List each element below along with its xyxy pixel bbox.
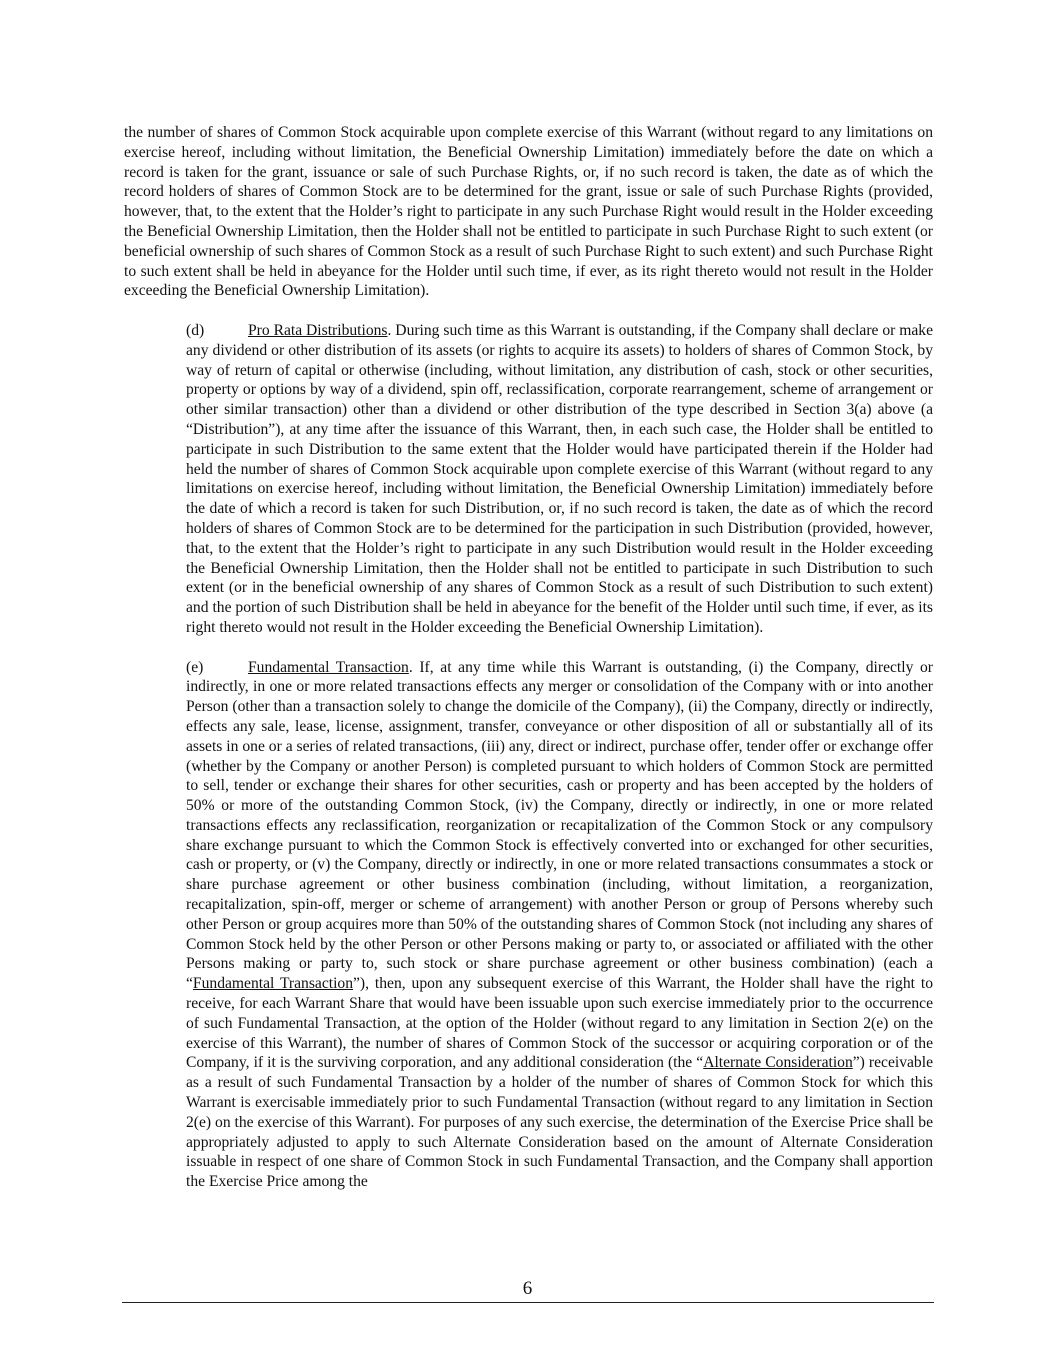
defined-term-alternate-consideration: Alternate Consideration: [703, 1054, 853, 1072]
defined-term-fundamental-transaction: Fundamental Transaction: [192, 975, 354, 993]
section-e-label: (e): [186, 658, 204, 676]
document-page: [124, 123, 933, 1192]
section-d-heading: Pro Rata Distributions: [248, 321, 388, 339]
section-e-heading: Fundamental Transaction: [248, 658, 409, 676]
footer-divider: [122, 1302, 934, 1303]
section-e-fundamental-transaction: [124, 658, 933, 1193]
section-d-text: . During such time as this Warrant is outstanding, if the Company shall declare or make any dividend or other distribution of its assets (or rights to acquire its assets) to holders of shares of Common Stock, by way of return of capital or otherwise (including, without limitation, any distribution of cash, stock or other securities, property or options by way of a dividend, spin off, reclassification, corporate rearrangement, scheme of arrangement or other similar transaction) other than a dividend or other distribution of the type described in Section 3(a) above (a “Distribution”), at any time after the issuance of this Warrant, then, in each such case, the Holder shall be entitled to participate in such Distribution to the same extent that the Holder would have participated therein if the Holder had held the number of shares of Common Stock acquirable upon complete exercise of this Warrant (without regard to any limitations on exercise hereof, including without limitation, the Beneficial Ownership Limitation) immediately before the date of which a record is taken for such Distribution, or, if no such record is taken, the date as of which the record holders of shares of Common Stock are to be determined for the participation in such Distribution (provided, however, that, to the extent that the Holder’s right to participate in any such Distribution would result in the Holder exceeding the Beneficial Ownership Limitation, then the Holder shall not be entitled to participate in such Distribution to such extent (or in the beneficial ownership of any shares of Common Stock as a result of such Distribution to such extent) and the portion of such Distribution shall be held in abeyance for the benefit of the Holder until such time, if ever, as its right thereto would not result in the Holder exceeding the Beneficial Ownership Limitation).: [186, 321, 933, 636]
paragraph-c-continued: the number of shares of Common Stock acquirable upon complete exercise of this Warrant (without regard to any limitations on exercise hereof, including without limitation, the Beneficial Ownership Limitation) immediately before the date on which a record is taken for the grant, issuance or sale of such Purchase Rights, or, if no such record is taken, the date as of which the record holders of shares of Common Stock are to be determined for the grant, issue or sale of such Purchase Rights (provided, however, that, to the extent that the Holder’s right to participate in any such Purchase Right would result in the Holder exceeding the Beneficial Ownership Limitation, then the Holder shall not be entitled to participate in such Purchase Right to such extent (or beneficial ownership of such shares of Common Stock as a result of such Purchase Right to such extent) and such Purchase Right to such extent shall be held in abeyance for the Holder until such time, if ever, as its right thereto would not result in the Holder exceeding the Beneficial Ownership Limitation).: [124, 124, 933, 300]
section-e-text-part3: ”) receivable as a result of such Fundamental Transaction by a holder of the number of shares of Common Stock for which this Warrant is exercisable immediately prior to such Fundamental Transaction (without regard to any limitation in Section 2(e) on the exercise of this Warrant). For purposes of any such exercise, the determination of the Exercise Price shall be appropriately adjusted to apply to such Alternate Consideration based on the amount of Alternate Consideration issuable in respect of one share of Common Stock in such Fundamental Transaction, and the Company shall apportion the Exercise Price among the: [186, 1054, 933, 1191]
section-e-text-part2: ”), then, upon any subsequent exercise of this Warrant, the Holder shall have the right to receive, for each Warrant Share that would have been issuable upon such exercise immediately prior to the occurrence of such Fundamental Transaction, at the option of the Holder (without regard to any limitation in Section 2(e) on the exercise of this Warrant), the number of shares of Common Stock of the successor or acquiring corporation or of the Company, if it is the surviving corporation, and any additional consideration (the “: [186, 975, 933, 1072]
section-d-label: (d): [186, 321, 205, 339]
section-e-text-part1: . If, at any time while this Warrant is outstanding, (i) the Company, directly or indirectly, in one or more related transactions effects any merger or consolidation of the Company with or into another Person (other than a transaction solely to change the domicile of the Company), (ii) the Company, directly or indirectly, effects any sale, lease, license, assignment, transfer, conveyance or other disposition of all or substantially all of its assets in one or a series of related transactions, (iii) any, direct or indirect, purchase offer, tender offer or exchange offer (whether by the Company or another Person) is completed pursuant to which holders of Common Stock are permitted to sell, tender or exchange their shares for other securities, cash or property and has been accepted by the holders of 50% or more of the outstanding Common Stock, (iv) the Company, directly or indirectly, in one or more related transactions effects any reclassification, reorganization or recapitalization of the Common Stock or any compulsory share exchange pursuant to which the Common Stock is effectively converted into or exchanged for other securities, cash or property, or (v) the Company, directly or indirectly, in one or more related transactions consummates a stock or share purchase agreement or other business combination (including, without limitation, a reorganization, recapitalization, spin-off, merger or scheme of arrangement) with another Person or group of Persons whereby such other Person or group acquires more than 50% of the outstanding shares of Common Stock (not including any shares of Common Stock held by the other Person or other Persons making or party to, or associated or affiliated with the other Persons making or party to, such stock or share purchase agreement or other business combination) (each a “: [186, 658, 933, 993]
page-number: 6: [522, 1278, 533, 1299]
section-d-pro-rata-distributions: [124, 321, 933, 638]
